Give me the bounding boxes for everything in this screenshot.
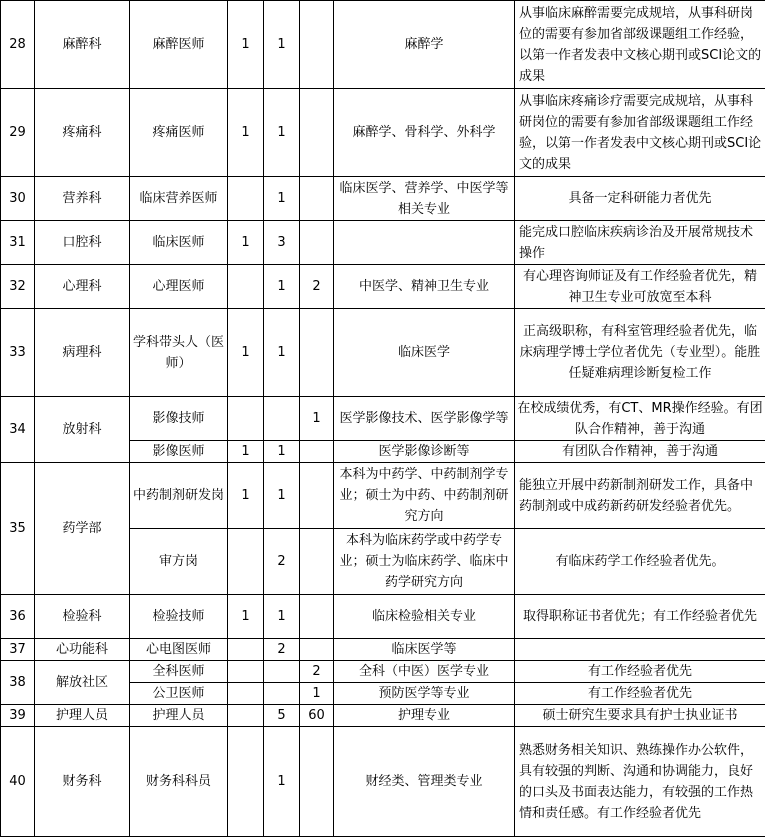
table-row — [1, 463, 765, 529]
count-bachelor — [300, 727, 334, 837]
count-doctorate: 1 — [228, 221, 264, 265]
row-number: 38 — [1, 661, 35, 705]
department: 麻醉科 — [35, 1, 130, 89]
table-row — [1, 1, 765, 89]
count-bachelor: 2 — [300, 265, 334, 309]
count-doctorate — [228, 397, 264, 441]
requirements: 具备一定科研能力者优先 — [515, 177, 765, 221]
row-number: 40 — [1, 727, 35, 837]
count-bachelor — [300, 595, 334, 639]
count-bachelor: 2 — [300, 661, 334, 683]
count-bachelor — [300, 309, 334, 397]
table-row — [1, 309, 765, 397]
count-master: 1 — [264, 309, 300, 397]
count-master: 1 — [264, 441, 300, 463]
count-bachelor — [300, 89, 334, 177]
count-master — [264, 397, 300, 441]
row-number: 37 — [1, 639, 35, 661]
count-master: 2 — [264, 639, 300, 661]
requirements: 从事临床麻醉需要完成规培，从事科研岗位的需要有参加省部级课题组工作经验，以第一作者发表中文核心期刊或SCI论文的成果 — [515, 1, 765, 89]
table-row — [1, 705, 765, 727]
count-bachelor — [300, 1, 334, 89]
position: 影像技师 — [130, 397, 228, 441]
position: 中药制剂研发岗 — [130, 463, 228, 529]
major: 全科（中医）医学专业 — [334, 661, 515, 683]
major: 中医学、精神卫生专业 — [334, 265, 515, 309]
requirements: 在校成绩优秀，有CT、MR操作经验。有团队合作精神，善于沟通 — [515, 397, 765, 441]
count-master: 3 — [264, 221, 300, 265]
position: 审方岗 — [130, 529, 228, 595]
department: 心理科 — [35, 265, 130, 309]
count-master: 1 — [264, 1, 300, 89]
major: 预防医学等专业 — [334, 683, 515, 705]
count-bachelor: 1 — [300, 683, 334, 705]
position: 麻醉医师 — [130, 1, 228, 89]
requirements: 从事临床疼痛诊疗需要完成规培，从事科研岗位的需要有参加省部级课题组工作经验，以第一作者发表中文核心期刊或SCI论文的成果 — [515, 89, 765, 177]
major: 临床检验相关专业 — [334, 595, 515, 639]
position: 影像医师 — [130, 441, 228, 463]
count-bachelor — [300, 441, 334, 463]
table-row — [1, 661, 765, 683]
count-bachelor: 60 — [300, 705, 334, 727]
table-row — [1, 397, 765, 441]
position: 公卫医师 — [130, 683, 228, 705]
count-doctorate: 1 — [228, 309, 264, 397]
row-number: 31 — [1, 221, 35, 265]
count-doctorate — [228, 683, 264, 705]
requirements: 有工作经验者优先 — [515, 661, 765, 683]
position: 疼痛医师 — [130, 89, 228, 177]
table-row — [1, 89, 765, 177]
requirements: 取得职称证书者优先；有工作经验者优先 — [515, 595, 765, 639]
major: 麻醉学、骨科学、外科学 — [334, 89, 515, 177]
count-doctorate: 1 — [228, 441, 264, 463]
department: 检验科 — [35, 595, 130, 639]
count-bachelor — [300, 529, 334, 595]
row-number: 34 — [1, 397, 35, 463]
major — [334, 221, 515, 265]
count-doctorate — [228, 639, 264, 661]
count-doctorate — [228, 177, 264, 221]
table-row — [1, 177, 765, 221]
major: 医学影像诊断等 — [334, 441, 515, 463]
department: 财务科 — [35, 727, 130, 837]
requirements: 硕士研究生要求具有护士执业证书 — [515, 705, 765, 727]
major: 临床医学、营养学、中医学等相关专业 — [334, 177, 515, 221]
row-number: 39 — [1, 705, 35, 727]
count-master: 2 — [264, 529, 300, 595]
department: 疼痛科 — [35, 89, 130, 177]
position: 全科医师 — [130, 661, 228, 683]
position: 心电图医师 — [130, 639, 228, 661]
count-doctorate: 1 — [228, 595, 264, 639]
department: 营养科 — [35, 177, 130, 221]
position: 临床营养医师 — [130, 177, 228, 221]
requirements: 能独立开展中药新制剂研发工作，具备中药制剂或中成药新药研发经验者优先。 — [515, 463, 765, 529]
count-bachelor — [300, 177, 334, 221]
major: 本科为临床药学或中药学专业；硕士为临床药学、临床中药学研究方向 — [334, 529, 515, 595]
count-master: 1 — [264, 265, 300, 309]
requirements: 有工作经验者优先 — [515, 683, 765, 705]
major: 本科为中药学、中药制剂学专业；硕士为中药、中药制剂研究方向 — [334, 463, 515, 529]
count-doctorate: 1 — [228, 89, 264, 177]
department: 病理科 — [35, 309, 130, 397]
major: 护理专业 — [334, 705, 515, 727]
department: 药学部 — [35, 463, 130, 595]
row-number: 30 — [1, 177, 35, 221]
position: 财务科科员 — [130, 727, 228, 837]
department: 心功能科 — [35, 639, 130, 661]
count-master: 1 — [264, 177, 300, 221]
count-master: 1 — [264, 463, 300, 529]
row-number: 36 — [1, 595, 35, 639]
requirements: 有临床药学工作经验者优先。 — [515, 529, 765, 595]
count-bachelor — [300, 221, 334, 265]
department: 口腔科 — [35, 221, 130, 265]
requirements: 有团队合作精神，善于沟通 — [515, 441, 765, 463]
requirements: 有心理咨询师证及有工作经验者优先，精神卫生专业可放宽至本科 — [515, 265, 765, 309]
row-number: 35 — [1, 463, 35, 595]
count-master: 5 — [264, 705, 300, 727]
count-master: 1 — [264, 595, 300, 639]
count-doctorate — [228, 661, 264, 683]
table-row — [1, 639, 765, 661]
count-doctorate — [228, 727, 264, 837]
position: 心理医师 — [130, 265, 228, 309]
requirements: 正高级职称，有科室管理经验者优先，临床病理学博士学位者优先（专业型）。能胜任疑难病理诊断复检工作 — [515, 309, 765, 397]
position: 临床医师 — [130, 221, 228, 265]
department: 放射科 — [35, 397, 130, 463]
row-number: 28 — [1, 1, 35, 89]
row-number: 29 — [1, 89, 35, 177]
major: 临床医学等 — [334, 639, 515, 661]
major: 麻醉学 — [334, 1, 515, 89]
count-doctorate: 1 — [228, 1, 264, 89]
position: 护理人员 — [130, 705, 228, 727]
requirements — [515, 639, 765, 661]
row-number: 32 — [1, 265, 35, 309]
count-doctorate: 1 — [228, 463, 264, 529]
table-row — [1, 221, 765, 265]
major: 医学影像技术、医学影像学等 — [334, 397, 515, 441]
requirements: 熟悉财务相关知识、熟练操作办公软件，具有较强的判断、沟通和协调能力，良好的口头及书面表达能力，有较强的工作热情和责任感。有工作经验者优先 — [515, 727, 765, 837]
count-doctorate — [228, 265, 264, 309]
major: 财经类、管理类专业 — [334, 727, 515, 837]
position: 学科带头人（医师） — [130, 309, 228, 397]
table-row — [1, 265, 765, 309]
department: 护理人员 — [35, 705, 130, 727]
row-number: 33 — [1, 309, 35, 397]
count-bachelor: 1 — [300, 397, 334, 441]
department: 解放社区 — [35, 661, 130, 705]
count-master: 1 — [264, 89, 300, 177]
count-doctorate — [228, 705, 264, 727]
table-row — [1, 595, 765, 639]
count-master — [264, 661, 300, 683]
count-bachelor — [300, 639, 334, 661]
count-master — [264, 683, 300, 705]
requirements: 能完成口腔临床疾病诊治及开展常规技术操作 — [515, 221, 765, 265]
count-master: 1 — [264, 727, 300, 837]
count-doctorate — [228, 529, 264, 595]
count-bachelor — [300, 463, 334, 529]
position: 检验技师 — [130, 595, 228, 639]
major: 临床医学 — [334, 309, 515, 397]
table-row — [1, 727, 765, 837]
